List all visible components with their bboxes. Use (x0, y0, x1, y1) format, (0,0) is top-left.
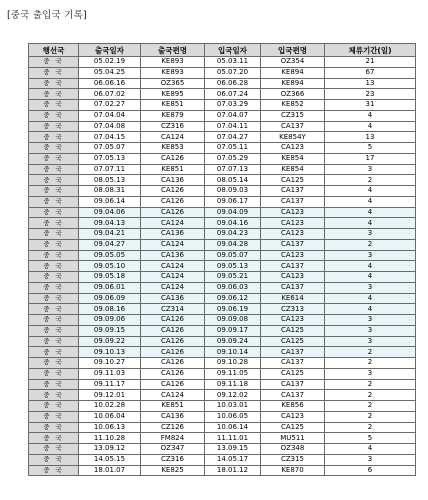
cell-entry-date: 09.10.28 (205, 358, 261, 369)
cell-departure-date: 07.05.13 (79, 153, 141, 164)
cell-destination: 중 국 (29, 78, 79, 89)
cell-stay-days: 5 (325, 143, 416, 154)
table-row (29, 261, 416, 272)
cell-stay-days: 4 (325, 444, 416, 455)
table-row (29, 401, 416, 412)
cell-entry-date: 07.07.13 (205, 164, 261, 175)
table-row (29, 325, 416, 336)
table-row (29, 454, 416, 465)
cell-stay-days: 21 (325, 57, 416, 68)
cell-stay-days: 13 (325, 132, 416, 143)
cell-destination: 중 국 (29, 250, 79, 261)
cell-entry-flight: CA137 (261, 282, 325, 293)
cell-departure-date: 11.10.28 (79, 433, 141, 444)
table-row (29, 78, 416, 89)
table-row (29, 444, 416, 455)
cell-entry-flight: CA123 (261, 207, 325, 218)
cell-departure-date: 08.08.31 (79, 186, 141, 197)
cell-departure-date: 09.06.14 (79, 196, 141, 207)
cell-stay-days: 2 (325, 239, 416, 250)
cell-departure-flight: CA124 (141, 272, 205, 283)
cell-departure-date: 18.01.07 (79, 465, 141, 476)
cell-entry-date: 18.01.12 (205, 465, 261, 476)
cell-destination: 중 국 (29, 207, 79, 218)
cell-entry-date: 06.06.28 (205, 78, 261, 89)
cell-entry-date: 07.05.11 (205, 143, 261, 154)
cell-departure-flight: CA124 (141, 261, 205, 272)
cell-stay-days: 23 (325, 89, 416, 100)
cell-departure-date: 09.04.27 (79, 239, 141, 250)
cell-destination: 중 국 (29, 196, 79, 207)
cell-entry-flight: KE856 (261, 401, 325, 412)
cell-entry-date: 10.03.01 (205, 401, 261, 412)
cell-departure-flight: CZ126 (141, 422, 205, 433)
cell-departure-date: 05.04.25 (79, 67, 141, 78)
cell-departure-flight: CZ316 (141, 121, 205, 132)
cell-destination: 중 국 (29, 401, 79, 412)
table-row (29, 358, 416, 369)
cell-destination: 중 국 (29, 89, 79, 100)
cell-entry-flight: CA137 (261, 261, 325, 272)
cell-departure-flight: CA124 (141, 218, 205, 229)
cell-departure-flight: FM824 (141, 433, 205, 444)
cell-departure-flight: CA124 (141, 282, 205, 293)
cell-departure-flight: CA136 (141, 411, 205, 422)
cell-departure-flight: KE895 (141, 89, 205, 100)
table-row (29, 89, 416, 100)
cell-destination: 중 국 (29, 422, 79, 433)
table-row (29, 368, 416, 379)
cell-departure-flight: KE893 (141, 57, 205, 68)
cell-departure-date: 07.02.27 (79, 100, 141, 111)
cell-departure-date: 09.05.05 (79, 250, 141, 261)
cell-entry-flight: KE854 (261, 164, 325, 175)
cell-destination: 중 국 (29, 57, 79, 68)
cell-departure-flight: OZ365 (141, 78, 205, 89)
cell-entry-date: 09.12.02 (205, 390, 261, 401)
table-row (29, 239, 416, 250)
cell-departure-flight: CA136 (141, 250, 205, 261)
cell-departure-date: 09.11.17 (79, 379, 141, 390)
table-row (29, 143, 416, 154)
cell-entry-flight: CA137 (261, 379, 325, 390)
cell-destination: 중 국 (29, 261, 79, 272)
cell-destination: 중 국 (29, 186, 79, 197)
cell-departure-flight: CA124 (141, 239, 205, 250)
cell-departure-flight: CA126 (141, 186, 205, 197)
cell-entry-date: 07.04.27 (205, 132, 261, 143)
cell-destination: 중 국 (29, 218, 79, 229)
cell-destination: 중 국 (29, 325, 79, 336)
cell-departure-flight: CA124 (141, 390, 205, 401)
cell-destination: 중 국 (29, 282, 79, 293)
cell-stay-days: 3 (325, 336, 416, 347)
cell-departure-date: 09.12.01 (79, 390, 141, 401)
cell-departure-flight: CZ314 (141, 304, 205, 315)
cell-entry-flight: OZ348 (261, 444, 325, 455)
cell-entry-date: 09.04.23 (205, 229, 261, 240)
cell-entry-date: 09.06.19 (205, 304, 261, 315)
cell-departure-flight: KE851 (141, 401, 205, 412)
cell-entry-date: 09.09.08 (205, 315, 261, 326)
cell-stay-days: 4 (325, 218, 416, 229)
table-row (29, 282, 416, 293)
cell-departure-flight: CA126 (141, 153, 205, 164)
cell-destination: 중 국 (29, 454, 79, 465)
cell-destination: 중 국 (29, 465, 79, 476)
cell-destination: 중 국 (29, 153, 79, 164)
header-departure-date: 출국일자 (79, 44, 141, 57)
cell-departure-flight: CA126 (141, 325, 205, 336)
table-row (29, 422, 416, 433)
cell-departure-date: 07.07.11 (79, 164, 141, 175)
cell-entry-flight: CA125 (261, 368, 325, 379)
cell-entry-flight: CA123 (261, 218, 325, 229)
cell-entry-date: 07.05.29 (205, 153, 261, 164)
cell-entry-date: 08.09.03 (205, 186, 261, 197)
cell-stay-days: 4 (325, 207, 416, 218)
cell-departure-date: 09.10.13 (79, 347, 141, 358)
cell-stay-days: 31 (325, 100, 416, 111)
cell-departure-flight: CA136 (141, 293, 205, 304)
cell-stay-days: 2 (325, 411, 416, 422)
cell-entry-flight: CA125 (261, 422, 325, 433)
cell-destination: 중 국 (29, 358, 79, 369)
cell-departure-flight: CA126 (141, 347, 205, 358)
cell-entry-date: 11.11.01 (205, 433, 261, 444)
cell-entry-flight: KE854 (261, 153, 325, 164)
cell-departure-date: 09.04.21 (79, 229, 141, 240)
cell-stay-days: 2 (325, 390, 416, 401)
cell-departure-flight: CA126 (141, 336, 205, 347)
cell-stay-days: 3 (325, 454, 416, 465)
cell-entry-date: 10.06.05 (205, 411, 261, 422)
cell-departure-flight: KE851 (141, 100, 205, 111)
cell-stay-days: 2 (325, 401, 416, 412)
cell-entry-flight: CA125 (261, 325, 325, 336)
cell-destination: 중 국 (29, 272, 79, 283)
cell-entry-date: 13.09.15 (205, 444, 261, 455)
cell-entry-date: 09.11.05 (205, 368, 261, 379)
cell-departure-date: 14.05.15 (79, 454, 141, 465)
cell-entry-date: 08.05.14 (205, 175, 261, 186)
table-row (29, 57, 416, 68)
cell-entry-flight: CZ315 (261, 110, 325, 121)
cell-departure-date: 09.09.15 (79, 325, 141, 336)
cell-entry-flight: KE894 (261, 78, 325, 89)
cell-departure-flight: KE825 (141, 465, 205, 476)
table-row (29, 315, 416, 326)
cell-entry-flight: CA137 (261, 121, 325, 132)
cell-entry-flight: KE614 (261, 293, 325, 304)
cell-entry-flight: KE854Y (261, 132, 325, 143)
cell-departure-date: 06.06.16 (79, 78, 141, 89)
cell-entry-date: 07.04.11 (205, 121, 261, 132)
cell-entry-date: 09.09.24 (205, 336, 261, 347)
table-row (29, 433, 416, 444)
table-row (29, 336, 416, 347)
cell-departure-date: 09.06.09 (79, 293, 141, 304)
cell-entry-flight: OZ354 (261, 57, 325, 68)
cell-destination: 중 국 (29, 164, 79, 175)
cell-destination: 중 국 (29, 100, 79, 111)
cell-departure-date: 05.02.19 (79, 57, 141, 68)
table-row (29, 250, 416, 261)
cell-entry-date: 09.04.09 (205, 207, 261, 218)
cell-stay-days: 4 (325, 261, 416, 272)
cell-departure-date: 07.04.08 (79, 121, 141, 132)
table-row (29, 218, 416, 229)
cell-departure-flight: CA136 (141, 229, 205, 240)
cell-destination: 중 국 (29, 175, 79, 186)
cell-stay-days: 4 (325, 186, 416, 197)
cell-departure-date: 10.06.13 (79, 422, 141, 433)
cell-stay-days: 13 (325, 78, 416, 89)
cell-destination: 중 국 (29, 67, 79, 78)
cell-entry-date: 09.09.17 (205, 325, 261, 336)
cell-entry-flight: MU511 (261, 433, 325, 444)
cell-entry-flight: CA123 (261, 143, 325, 154)
cell-stay-days: 3 (325, 229, 416, 240)
cell-departure-flight: CA126 (141, 207, 205, 218)
table-row (29, 390, 416, 401)
cell-entry-flight: CA123 (261, 272, 325, 283)
table-caption: [중국 출입국 기록] (7, 10, 87, 21)
table-row (29, 186, 416, 197)
cell-stay-days: 4 (325, 110, 416, 121)
cell-stay-days: 2 (325, 347, 416, 358)
cell-destination: 중 국 (29, 390, 79, 401)
cell-entry-flight: CA125 (261, 175, 325, 186)
cell-destination: 중 국 (29, 433, 79, 444)
table-row (29, 293, 416, 304)
table-row (29, 379, 416, 390)
cell-entry-flight: CA137 (261, 196, 325, 207)
cell-departure-flight: KE879 (141, 110, 205, 121)
table-row (29, 175, 416, 186)
cell-stay-days: 4 (325, 272, 416, 283)
table-row (29, 272, 416, 283)
table-row (29, 121, 416, 132)
cell-departure-date: 09.05.10 (79, 261, 141, 272)
cell-departure-flight: CA136 (141, 175, 205, 186)
cell-entry-date: 07.03.29 (205, 100, 261, 111)
cell-entry-date: 06.07.24 (205, 89, 261, 100)
cell-stay-days: 17 (325, 153, 416, 164)
cell-entry-date: 09.04.16 (205, 218, 261, 229)
cell-entry-date: 05.07.20 (205, 67, 261, 78)
header-departure-flight: 출국편명 (141, 44, 205, 57)
cell-entry-flight: OZ366 (261, 89, 325, 100)
cell-entry-date: 09.04.28 (205, 239, 261, 250)
cell-entry-flight: CA123 (261, 315, 325, 326)
cell-entry-date: 09.05.21 (205, 272, 261, 283)
cell-destination: 중 국 (29, 411, 79, 422)
cell-stay-days: 4 (325, 196, 416, 207)
table-row (29, 207, 416, 218)
cell-stay-days: 2 (325, 358, 416, 369)
cell-stay-days: 2 (325, 175, 416, 186)
cell-entry-date: 14.05.17 (205, 454, 261, 465)
cell-entry-date: 09.05.07 (205, 250, 261, 261)
cell-entry-flight: CZ313 (261, 304, 325, 315)
cell-destination: 중 국 (29, 315, 79, 326)
cell-entry-date: 05.03.11 (205, 57, 261, 68)
header-entry-flight: 입국편명 (261, 44, 325, 57)
cell-stay-days: 3 (325, 164, 416, 175)
header-destination: 행선국 (29, 44, 79, 57)
cell-departure-flight: OZ347 (141, 444, 205, 455)
cell-stay-days: 4 (325, 293, 416, 304)
cell-departure-date: 09.08.16 (79, 304, 141, 315)
cell-departure-date: 09.06.01 (79, 282, 141, 293)
cell-departure-date: 09.09.22 (79, 336, 141, 347)
cell-entry-date: 07.04.07 (205, 110, 261, 121)
table-row (29, 67, 416, 78)
cell-stay-days: 4 (325, 304, 416, 315)
cell-stay-days: 4 (325, 121, 416, 132)
cell-departure-date: 06.07.02 (79, 89, 141, 100)
cell-destination: 중 국 (29, 143, 79, 154)
cell-stay-days: 6 (325, 465, 416, 476)
table-row (29, 110, 416, 121)
table-row (29, 304, 416, 315)
travel-record-table (28, 43, 416, 476)
cell-departure-flight: CA126 (141, 379, 205, 390)
cell-destination: 중 국 (29, 229, 79, 240)
table-row (29, 411, 416, 422)
cell-entry-flight: CA137 (261, 347, 325, 358)
table-row (29, 153, 416, 164)
table-row (29, 229, 416, 240)
cell-departure-flight: CA126 (141, 196, 205, 207)
table-row (29, 100, 416, 111)
cell-entry-flight: CA123 (261, 411, 325, 422)
cell-departure-date: 07.04.15 (79, 132, 141, 143)
cell-stay-days: 3 (325, 325, 416, 336)
cell-destination: 중 국 (29, 444, 79, 455)
table-row (29, 132, 416, 143)
cell-entry-flight: CA137 (261, 390, 325, 401)
cell-stay-days: 2 (325, 422, 416, 433)
cell-entry-flight: CZ315 (261, 454, 325, 465)
cell-entry-flight: CA123 (261, 229, 325, 240)
table-body (29, 57, 416, 476)
cell-stay-days: 2 (325, 379, 416, 390)
cell-departure-date: 09.09.06 (79, 315, 141, 326)
cell-departure-flight: CZ316 (141, 454, 205, 465)
cell-departure-flight: KE851 (141, 164, 205, 175)
cell-stay-days: 3 (325, 368, 416, 379)
cell-departure-date: 09.10.27 (79, 358, 141, 369)
cell-entry-flight: CA123 (261, 250, 325, 261)
cell-entry-flight: KE852 (261, 100, 325, 111)
cell-stay-days: 3 (325, 250, 416, 261)
cell-destination: 중 국 (29, 110, 79, 121)
cell-departure-flight: CA126 (141, 315, 205, 326)
cell-departure-date: 08.05.13 (79, 175, 141, 186)
cell-entry-date: 09.10.14 (205, 347, 261, 358)
cell-entry-date: 10.06.14 (205, 422, 261, 433)
cell-entry-flight: KE894 (261, 67, 325, 78)
cell-entry-flight: KE870 (261, 465, 325, 476)
table-row (29, 164, 416, 175)
cell-destination: 중 국 (29, 368, 79, 379)
cell-departure-date: 09.11.03 (79, 368, 141, 379)
cell-destination: 중 국 (29, 132, 79, 143)
cell-entry-date: 09.06.12 (205, 293, 261, 304)
cell-stay-days: 3 (325, 315, 416, 326)
cell-departure-flight: KE893 (141, 67, 205, 78)
cell-departure-flight: CA124 (141, 132, 205, 143)
header-entry-date: 입국일자 (205, 44, 261, 57)
cell-entry-flight: CA137 (261, 186, 325, 197)
cell-entry-date: 09.06.03 (205, 282, 261, 293)
table-row (29, 196, 416, 207)
cell-departure-date: 13.09.12 (79, 444, 141, 455)
cell-stay-days: 5 (325, 433, 416, 444)
header-stay-days: 체류기간(일) (325, 44, 416, 57)
cell-entry-flight: CA137 (261, 239, 325, 250)
cell-departure-date: 09.05.18 (79, 272, 141, 283)
cell-destination: 중 국 (29, 293, 79, 304)
cell-destination: 중 국 (29, 304, 79, 315)
cell-departure-date: 09.04.13 (79, 218, 141, 229)
cell-stay-days: 3 (325, 282, 416, 293)
cell-destination: 중 국 (29, 379, 79, 390)
cell-departure-date: 07.05.07 (79, 143, 141, 154)
cell-departure-date: 10.06.04 (79, 411, 141, 422)
table-row (29, 465, 416, 476)
cell-entry-date: 09.11.18 (205, 379, 261, 390)
cell-stay-days: 67 (325, 67, 416, 78)
cell-departure-date: 09.04.06 (79, 207, 141, 218)
cell-departure-flight: CA126 (141, 368, 205, 379)
cell-destination: 중 국 (29, 347, 79, 358)
cell-entry-date: 09.06.17 (205, 196, 261, 207)
cell-destination: 중 국 (29, 239, 79, 250)
cell-destination: 중 국 (29, 336, 79, 347)
cell-departure-flight: KE853 (141, 143, 205, 154)
table-header-row (29, 44, 416, 57)
cell-entry-date: 09.05.13 (205, 261, 261, 272)
table-row (29, 347, 416, 358)
cell-departure-date: 07.04.04 (79, 110, 141, 121)
cell-departure-flight: CA126 (141, 358, 205, 369)
cell-entry-flight: CA137 (261, 358, 325, 369)
cell-destination: 중 국 (29, 121, 79, 132)
cell-departure-date: 10.02.28 (79, 401, 141, 412)
cell-entry-flight: CA125 (261, 336, 325, 347)
